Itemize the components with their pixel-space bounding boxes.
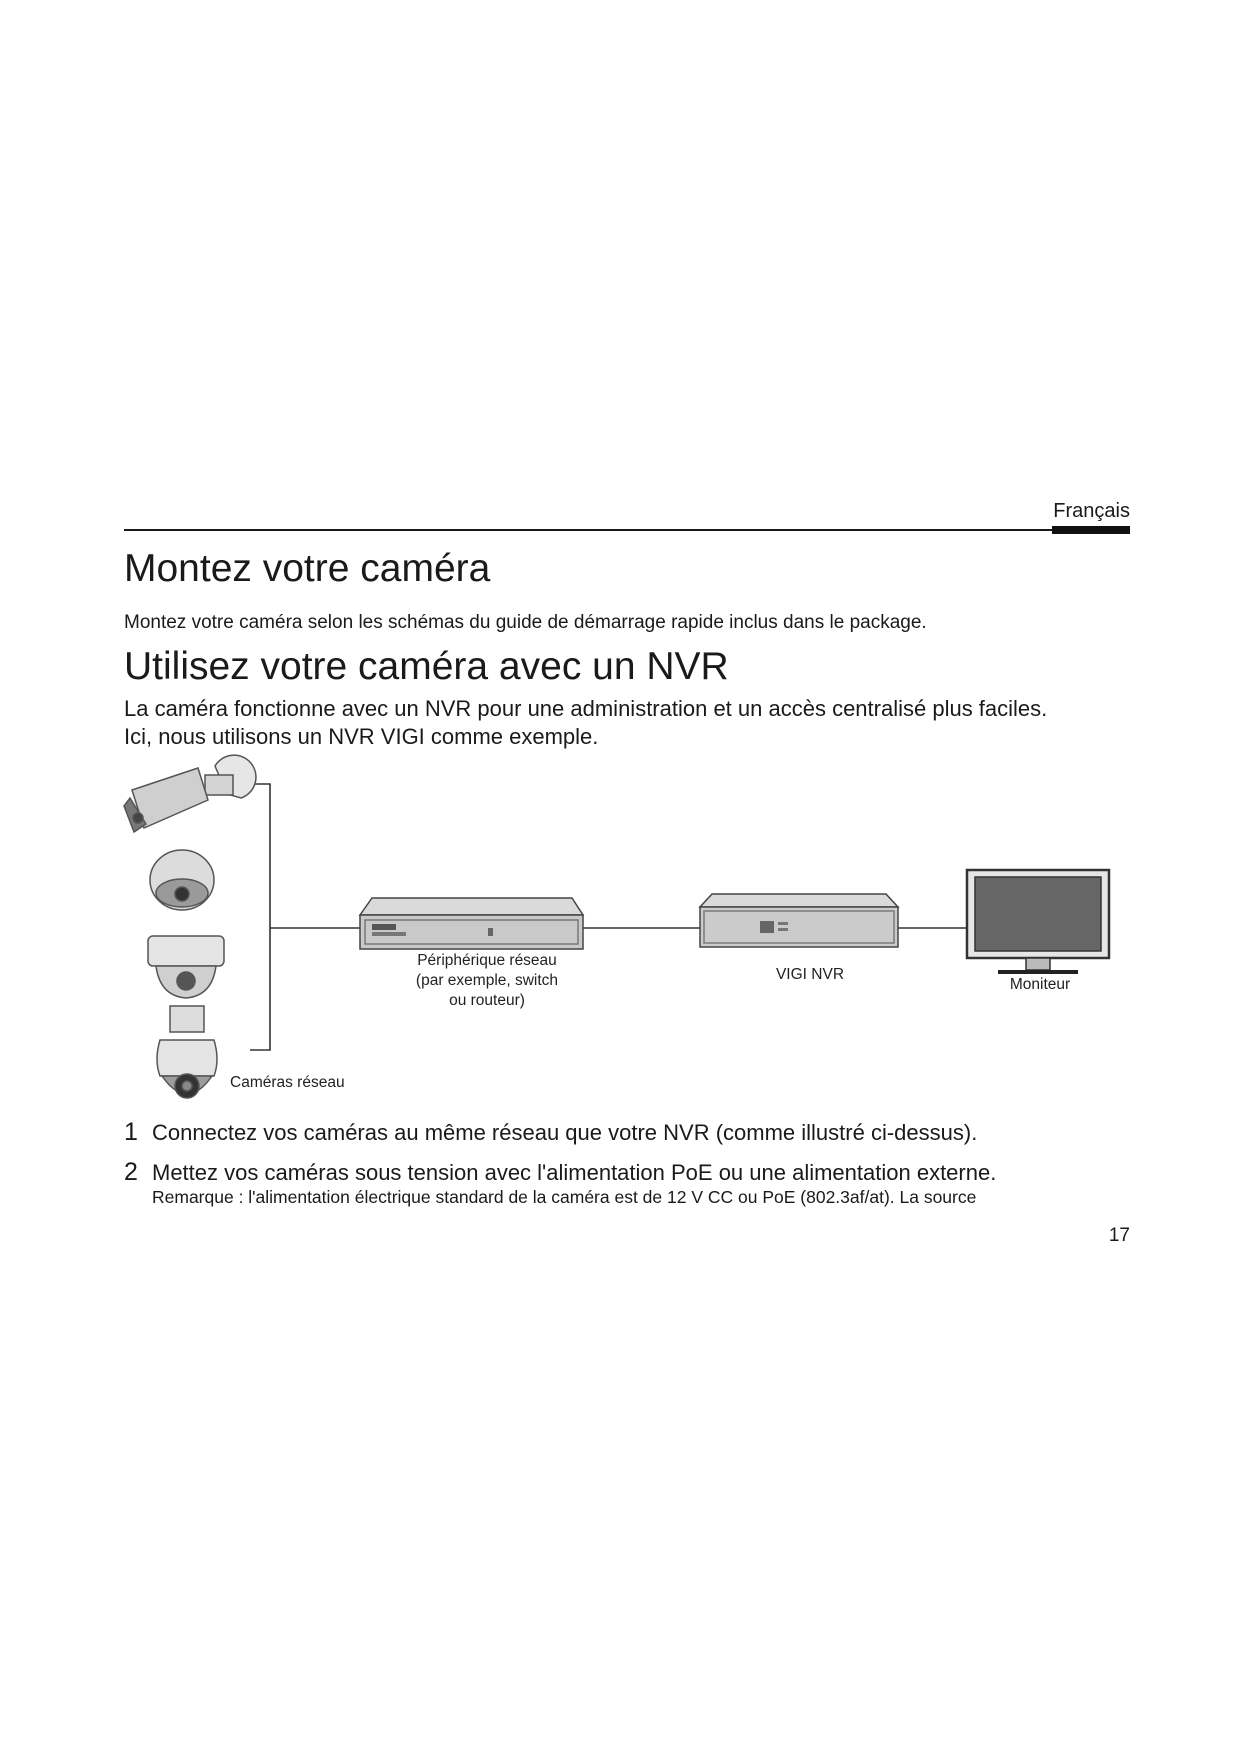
section-title-mount: Montez votre caméra (124, 547, 491, 590)
page-number: 17 (1108, 1225, 1130, 1246)
turret-camera-icon (150, 850, 214, 910)
network-device-label-line1: Périphérique réseau (417, 952, 557, 969)
bullet-camera-icon (124, 755, 256, 832)
step-2 (124, 1158, 996, 1187)
language-label: Français (1053, 500, 1130, 522)
section-body-nvr-line2: Ici, nous utilisons un NVR VIGI comme exemple. (124, 724, 599, 749)
step-number: 1 (124, 1118, 138, 1146)
dome-camera-icon (148, 936, 224, 998)
step-number: 2 (124, 1158, 138, 1186)
ptz-camera-icon (157, 1006, 217, 1098)
cameras-label: Caméras réseau (230, 1074, 345, 1091)
nvr-label: VIGI NVR (775, 966, 845, 983)
section-title-nvr: Utilisez votre caméra avec un NVR (124, 645, 729, 688)
network-device-label-line3: ou routeur) (449, 992, 525, 1009)
section-body-mount: Montez votre caméra selon les schémas du guide de démarrage rapide inclus dans le package. (124, 612, 927, 633)
monitor-icon (967, 870, 1109, 974)
nvr-icon (700, 894, 898, 947)
monitor-label: Moniteur (1009, 976, 1071, 993)
step-text: Connectez vos caméras au même réseau que votre NVR (comme illustré ci-dessus). (152, 1120, 978, 1145)
section-body-nvr-line1: La caméra fonctionne avec un NVR pour une administration et un accès centralisé plus faciles. (124, 696, 1048, 721)
network-switch-icon (360, 898, 583, 949)
step-1 (124, 1118, 977, 1147)
power-note: Remarque : l'alimentation électrique standard de la caméra est de 12 V CC ou PoE (802.3af/at). La source (152, 1187, 977, 1207)
network-device-label-line2: (par exemple, switch (415, 972, 559, 989)
step-text: Mettez vos caméras sous tension avec l'alimentation PoE ou une alimentation externe. (152, 1160, 997, 1185)
